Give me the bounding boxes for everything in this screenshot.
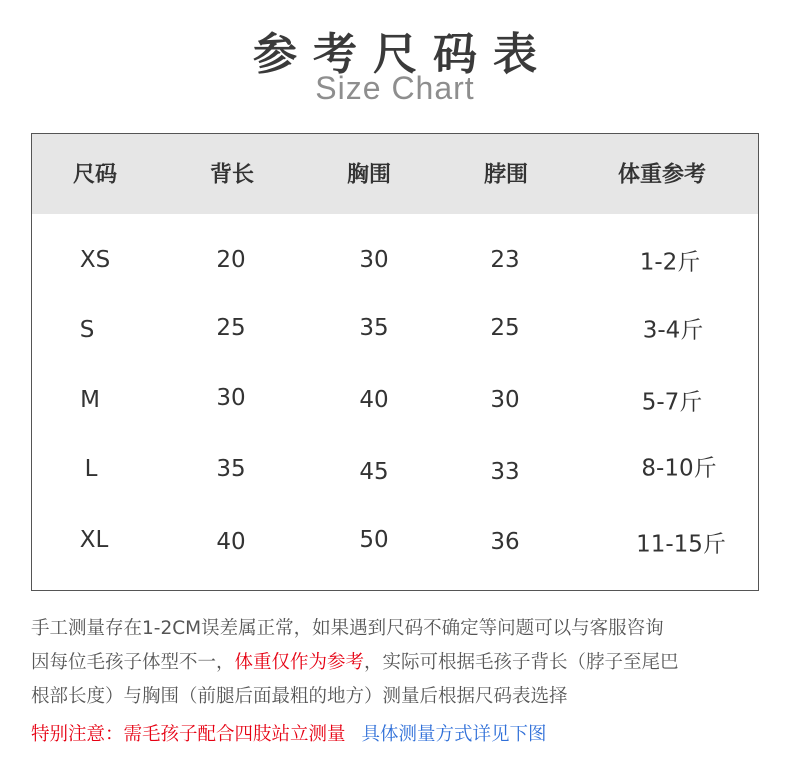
special-attention-note: 特别注意：需毛孩子配合四肢站立测量 [31,724,346,745]
cell-neck: 23 [490,247,520,273]
cell-weight: 11-15斤 [636,531,726,558]
header-chest: 胸围 [346,162,392,188]
note-text: ，实际可根据毛孩子背长（脖子至尾巴 [364,652,679,673]
cell-chest: 35 [359,315,389,341]
cell-size: M [80,387,100,413]
page-title: 参考尺码表 [253,29,553,80]
note-error-tolerance: 手工测量存在1-2CM误差属正常，如果遇到尺码不确定等问题可以与客服咨询 [31,618,664,639]
size-chart-table [31,133,759,591]
notes-section [31,612,771,752]
note-line-3 [31,680,771,714]
cell-neck: 33 [490,459,520,485]
page-subtitle: Size Chart [315,70,475,106]
cell-size: XS [79,247,111,273]
header-neck: 脖围 [483,162,529,188]
cell-size: XL [79,527,109,553]
header-weight: 体重参考 [617,162,707,188]
cell-neck: 36 [490,529,520,555]
note-weight-highlight: 体重仅作为参考 [234,652,365,673]
cell-weight: 5-7斤 [641,389,703,416]
cell-neck: 25 [490,315,520,341]
cell-weight: 8-10斤 [641,455,717,482]
cell-back-length: 20 [216,247,246,273]
cell-chest: 30 [359,247,389,273]
measurement-method-note: 具体测量方式详见下图 [361,724,547,745]
cell-back-length: 35 [216,456,246,482]
cell-size: S [79,317,95,343]
cell-weight: 3-4斤 [642,317,704,344]
cell-chest: 40 [359,387,389,413]
cell-weight: 1-2斤 [639,249,701,276]
cell-back-length: 30 [216,385,246,411]
cell-neck: 30 [490,387,520,413]
note-line-4 [31,718,771,752]
cell-chest: 45 [359,459,389,485]
cell-back-length: 40 [216,529,246,555]
header-back-length: 背长 [209,162,255,188]
cell-back-length: 25 [216,315,246,341]
note-line-1 [31,612,771,646]
cell-chest: 50 [359,527,389,553]
note-text: 因每位毛孩子体型不一， [31,652,235,673]
cell-size: L [84,456,98,482]
note-line-2 [31,646,771,680]
table-header [32,134,758,214]
header-size: 尺码 [72,162,118,188]
note-text: 根部长度）与胸围（前腿后面最粗的地方）测量后根据尺码表选择 [31,686,568,707]
